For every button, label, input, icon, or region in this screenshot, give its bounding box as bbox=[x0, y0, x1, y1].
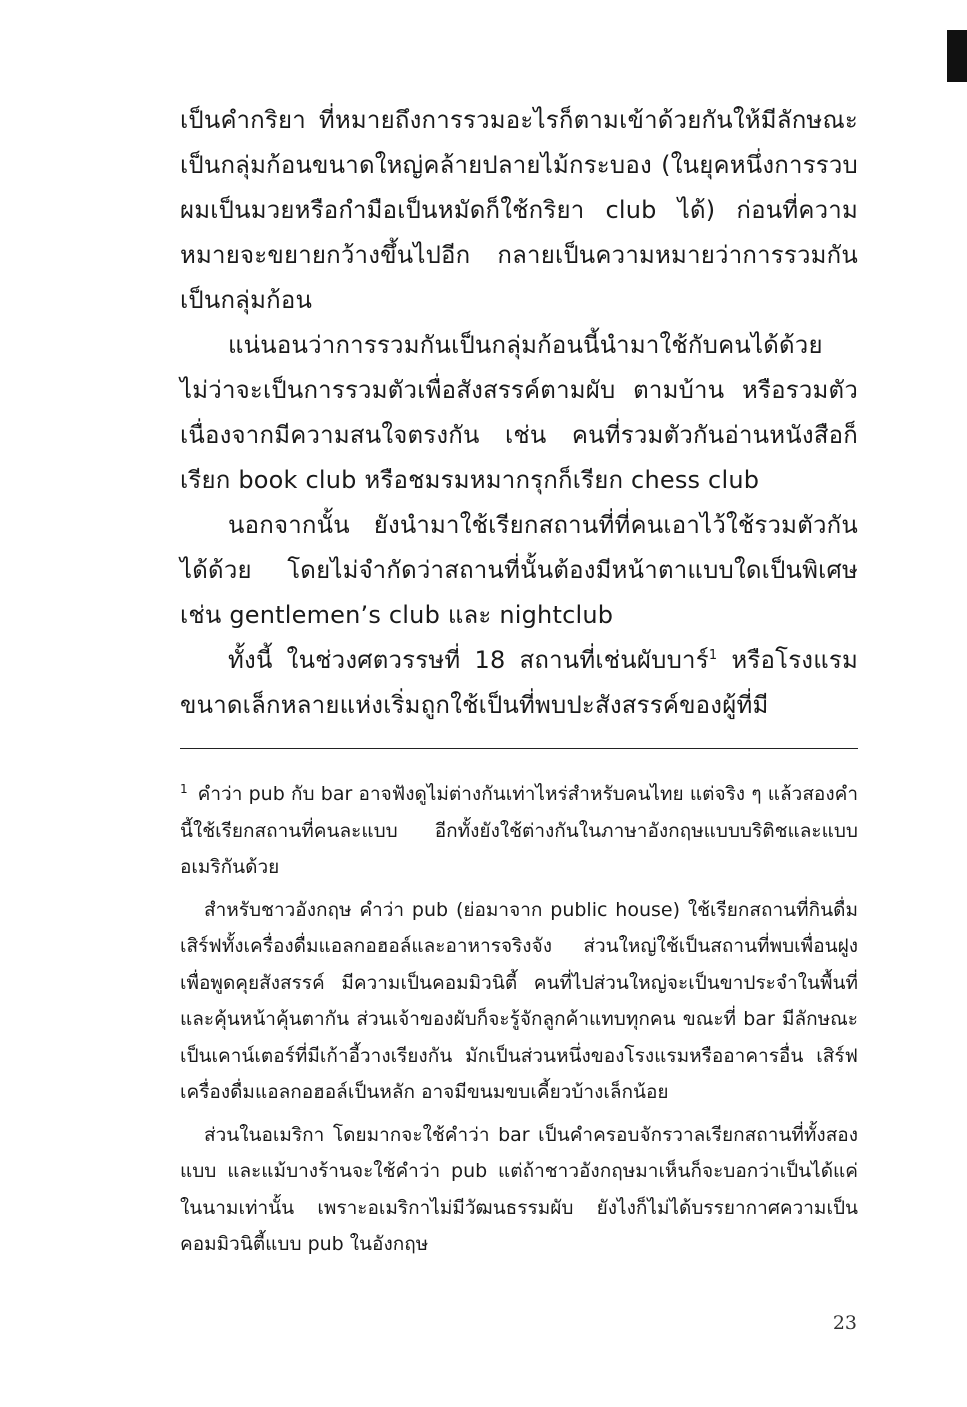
footnote-divider bbox=[180, 748, 858, 749]
body-paragraph-2: แน่นอนว่าการรวมกันเป็นกลุ่มก้อนนี้นำมาใช้กับคนได้ด้วย ไม่ว่าจะเป็นการรวมตัวเพื่อสังสรรค์ตามผับ ตามบ้าน หรือรวมตัวเนื่องจากมีความสนใจตรงกัน เช่น คนที่รวมตัวกันอ่านหนังสือก็เรียก book club หรือชมรมหมากรุกก็เรียก chess club bbox=[180, 331, 858, 494]
body-paragraph-4-end: หรือโรงแรมขนาดเล็กหลายแห่งเริ่มถูกใช้เป็นที่พบปะสังสรรค์ของผู้ที่มี bbox=[180, 646, 859, 719]
footnote-paragraph-1-text: คำว่า pub กับ bar อาจฟังดูไม่ต่างกันเท่าไหร่สำหรับคนไทย แต่จริง ๆ แล้วสองคำนี้ใช้เรียกสถานที่คนละแบบ อีกทั้งยังใช้ต่างกันในภาษาอังกฤษแบบบริติชและแบบอเมริกันด้วย bbox=[180, 783, 858, 878]
body-paragraph-4 bbox=[180, 638, 858, 728]
footnote-paragraph-3: ส่วนในอเมริกา โดยมากจะใช้คำว่า bar เป็นคำครอบจักรวาลเรียกสถานที่ทั้งสองแบบ และแม้บางร้านจะใช้คำว่า pub แต่ถ้าชาวอังกฤษมาเห็นก็จะบอกว่าเป็นได้แค่ในนามเท่านั้น เพราะอเมริกาไม่มีวัฒนธรรมผับ ยังไงก็ไม่ได้บรรยากาศความเป็นคอมมิวนิตี้แบบ pub ในอังกฤษ bbox=[180, 1123, 858, 1255]
page-number: 23 bbox=[832, 1312, 857, 1334]
footnote-reference-mark: 1 bbox=[708, 648, 718, 663]
footnote-section bbox=[180, 776, 858, 1269]
footnote-paragraph-1 bbox=[180, 776, 858, 886]
body-paragraph-4-start: ทั้งนี้ ในช่วงศตวรรษที่ 18 สถานที่เช่นผับบาร์ bbox=[228, 646, 709, 674]
footnote-number: 1 bbox=[180, 781, 188, 796]
body-paragraph-1: เป็นคำกริยา ที่หมายถึงการรวมอะไรก็ตามเข้าด้วยกันให้มีลักษณะเป็นกลุ่มก้อนขนาดใหญ่คล้ายปลายไม้กระบอง (ในยุคหนึ่งการรวบผมเป็นมวยหรือกำมือเป็นหมัดก็ใช้กริยา club ได้) ก่อนที่ความหมายจะขยายกว้างขึ้นไปอีก กลายเป็นความหมายว่าการรวมกันเป็นกลุ่มก้อน bbox=[180, 106, 858, 314]
main-body-text bbox=[180, 98, 858, 728]
body-paragraph-3: นอกจากนั้น ยังนำมาใช้เรียกสถานที่ที่คนเอาไว้ใช้รวมตัวกันได้ด้วย โดยไม่จำกัดว่าสถานที่นั้นต้องมีหน้าตาแบบใดเป็นพิเศษ เช่น gentlemen’s club และ nightclub bbox=[180, 511, 858, 629]
footnote-paragraph-2: สำหรับชาวอังกฤษ คำว่า pub (ย่อมาจาก public house) ใช้เรียกสถานที่กินดื่ม เสิร์ฟทั้งเครื่องดื่มแอลกอฮอล์และอาหารจริงจัง ส่วนใหญ่ใช้เป็นสถานที่พบเพื่อนฝูงเพื่อพูดคุยสังสรรค์ มีความเป็นคอมมิวนิตี้ คนที่ไปส่วนใหญ่จะเป็นขาประจำในพื้นที่และคุ้นหน้าคุ้นตากัน ส่วนเจ้าของผับก็จะรู้จักลูกค้าแทบทุกคน ขณะที่ bar มีลักษณะเป็นเคาน์เตอร์ที่มีเก้าอี้วางเรียงกัน มักเป็นส่วนหนึ่งของโรงแรมหรืออาคารอื่น เสิร์ฟเครื่องดื่มแอลกอฮอล์เป็นหลัก อาจมีขนมขบเคี้ยวบ้างเล็กน้อย bbox=[180, 898, 858, 1103]
chapter-edge-tab bbox=[947, 30, 967, 82]
